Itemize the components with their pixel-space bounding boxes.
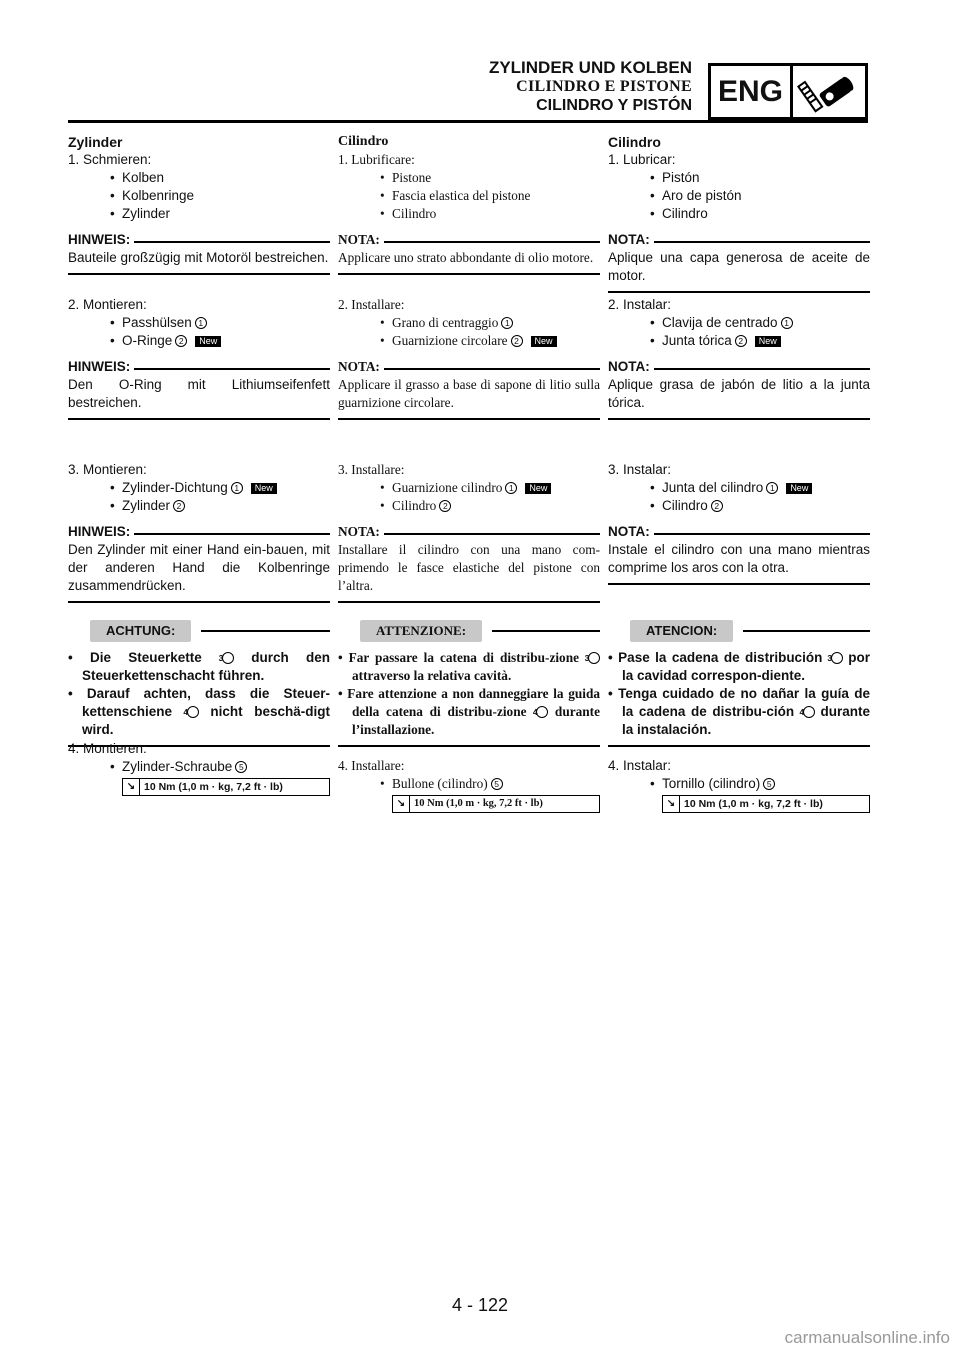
section-titles: [489, 58, 692, 115]
chapter-badge: [708, 63, 868, 120]
note-rule: [608, 418, 870, 420]
list-item: • Zylinder-Schraube 5: [122, 758, 330, 776]
warning-label: ACHTUNG:: [90, 620, 191, 642]
list-item: • Guarnizione cilindro 1 New: [392, 479, 600, 497]
torque-wrench-icon: ↘: [663, 796, 680, 812]
list-item: • Clavija de centrado 1: [662, 314, 870, 332]
lang-badge: ENG: [711, 66, 793, 117]
list-item: • Cilindro 2: [392, 497, 600, 515]
new-badge: New: [531, 336, 557, 347]
callout-2: 2: [439, 500, 451, 512]
install-section-3: [68, 461, 330, 603]
note-text: Bauteile großzügig mit Motoröl bestreichen.: [68, 250, 329, 265]
torque-wrench-icon: ↘: [393, 796, 410, 812]
install-section-4: [338, 757, 600, 813]
note-rule: [68, 273, 330, 275]
page-number: 4 - 122: [451, 1295, 509, 1315]
note-text: Aplique grasa de jabón de litio a la junta tórica.: [608, 377, 870, 410]
list-item: • Bullone (cilindro) 5: [392, 775, 600, 793]
section-heading: Cilindro: [608, 134, 661, 150]
callout-5: 5: [763, 778, 775, 790]
list-item: • Passhülsen 1: [122, 314, 330, 332]
torque-spec: ↘ 10 Nm (1,0 m · kg, 7,2 ft · lb): [662, 795, 870, 813]
callout-1: 1: [766, 482, 778, 494]
list-item: • O-Ringe 2 New: [122, 332, 330, 350]
list-item: • Zylinder: [110, 206, 171, 221]
note-text: Den O-Ring mit Lithiumseifenfett bestreichen.: [68, 377, 330, 410]
list-item: • Zylinder-Dichtung 1 New: [122, 479, 330, 497]
step-4: 4. Installare:: [338, 758, 405, 773]
note-header: NOTA:: [608, 358, 870, 376]
step-2: 2. Montieren:: [68, 297, 147, 312]
warning-header: [68, 621, 330, 641]
section-heading: Cilindro: [338, 134, 389, 149]
header-rule: [68, 120, 868, 123]
page-header: [0, 0, 960, 130]
note-header: NOTA:: [608, 523, 870, 541]
callout-5: 5: [235, 761, 247, 773]
list-item: • Kolbenringe: [110, 188, 195, 203]
list-item: • Guarnizione circolare 2 New: [392, 332, 600, 350]
new-badge: New: [786, 483, 812, 494]
list-item: • Zylinder 2: [122, 497, 330, 515]
list-item: • Tornillo (cilindro) 5: [662, 775, 870, 793]
engine-tool-icon: [793, 66, 865, 117]
watermark: carmanualsonline.info: [784, 1328, 950, 1347]
list-item: • Pistón: [650, 170, 700, 185]
step-4: 4. Montieren:: [68, 741, 147, 756]
note-text: Applicare uno strato abbondante di olio motore.: [338, 250, 594, 265]
list-item: • Kolben: [110, 170, 165, 185]
title-spanish: CILINDRO Y PISTÓN: [536, 97, 692, 114]
step-2: 2. Installare:: [338, 297, 405, 312]
list-item: • Grano di centraggio 1: [392, 314, 600, 332]
new-badge: New: [195, 336, 221, 347]
list-item: • Cilindro: [650, 206, 708, 221]
note-header: HINWEIS:: [68, 358, 330, 376]
title-german: ZYLINDER UND KOLBEN: [488, 58, 692, 77]
list-item: • Pistone: [380, 170, 432, 185]
install-section-2: [608, 296, 870, 420]
warning-label: ATENCION:: [630, 620, 733, 642]
note-header: NOTA:: [338, 523, 600, 541]
note-header: NOTA:: [608, 231, 870, 249]
title-italian: CILINDRO E PISTONE: [516, 78, 692, 95]
note-rule: [608, 583, 870, 585]
note-rule: [338, 601, 600, 603]
warning-header: [338, 621, 600, 641]
note-header: NOTA:: [338, 358, 600, 376]
list-item: • Aro de pistón: [650, 188, 742, 203]
install-section-4: [608, 757, 870, 813]
warning-text: • Die Steuerkette 3 durch den Steuerkettenschacht führen. • Darauf achten, dass die Steuer-kettenschiene 4 nicht beschä-digt wird.: [68, 650, 330, 737]
torque-spec: ↘ 10 Nm (1,0 m · kg, 7,2 ft · lb): [392, 795, 600, 813]
note-text: Installare il cilindro con una mano com-primendo le fasce elastiche del pistone con l’altra.: [338, 542, 600, 593]
callout-1: 1: [195, 317, 207, 329]
lubricate-section: [68, 133, 330, 275]
note-text: Instale el cilindro con una mano mientras comprime los aros con la otra.: [608, 542, 870, 575]
step-2: 2. Instalar:: [608, 297, 672, 312]
torque-spec: ↘ 10 Nm (1,0 m · kg, 7,2 ft · lb): [122, 778, 330, 796]
callout-2: 2: [511, 335, 523, 347]
step-1: 1. Lubrificare:: [338, 152, 415, 167]
install-section-3: [608, 461, 870, 585]
warning-section: [338, 617, 600, 747]
warning-rule: [338, 745, 600, 747]
note-text: Den Zylinder mit einer Hand ein-bauen, mit der anderen Hand die Kolbenringe zusammendrücken.: [68, 542, 330, 593]
note-rule: [68, 601, 330, 603]
step-1: 1. Lubricar:: [608, 152, 676, 167]
warning-header: [608, 621, 870, 641]
note-rule: [68, 418, 330, 420]
list-item: • Fascia elastica del pistone: [380, 188, 531, 203]
note-header: HINWEIS:: [68, 231, 330, 249]
install-section-4: [68, 740, 330, 796]
note-rule: [608, 291, 870, 293]
callout-1: 1: [231, 482, 243, 494]
list-item: • Cilindro: [380, 206, 437, 221]
callout-5: 5: [491, 778, 503, 790]
new-badge: New: [251, 483, 277, 494]
list-item: • Junta tórica 2 New: [662, 332, 870, 350]
warning-text: • Pase la cadena de distribución 3 por la cavidad correspon-diente. • Tenga cuidado de no dañar la guía de la cadena de distribu-ción 4 durante la instalación.: [608, 650, 870, 737]
torque-wrench-icon: ↘: [123, 779, 140, 795]
note-rule: [338, 273, 600, 275]
new-badge: New: [525, 483, 551, 494]
warning-text: • Far passare la catena di distribu-zione 3 attraverso la relativa cavità. • Fare attenzione a non danneggiare la guida della catena di distribu-zione 4 durante l’installazione.: [338, 650, 600, 737]
callout-2: 2: [173, 500, 185, 512]
lubricate-section: [608, 133, 870, 293]
step-3: 3. Installare:: [338, 462, 405, 477]
note-header: HINWEIS:: [68, 523, 330, 541]
section-heading: Zylinder: [68, 134, 123, 150]
new-badge: New: [755, 336, 781, 347]
note-text: Applicare il grasso a base di sapone di litio sulla guarnizione circolare.: [338, 377, 600, 410]
warning-label: ATTENZIONE:: [360, 620, 482, 642]
callout-1: 1: [505, 482, 517, 494]
callout-2: 2: [735, 335, 747, 347]
step-3: 3. Instalar:: [608, 462, 672, 477]
callout-2: 2: [711, 500, 723, 512]
list-item: • Cilindro 2: [662, 497, 870, 515]
install-section-2: [68, 296, 330, 420]
warning-section: [608, 617, 870, 747]
lubricate-section: [338, 133, 600, 275]
callout-2: 2: [175, 335, 187, 347]
note-header: NOTA:: [338, 231, 600, 249]
step-4: 4. Instalar:: [608, 758, 672, 773]
note-text: Aplique una capa generosa de aceite de motor.: [608, 250, 870, 283]
warning-section: [68, 617, 330, 747]
step-1: 1. Schmieren:: [68, 152, 152, 167]
install-section-2: [338, 296, 600, 420]
warning-rule: [608, 745, 870, 747]
callout-1: 1: [501, 317, 513, 329]
list-item: • Junta del cilindro 1 New: [662, 479, 870, 497]
note-rule: [338, 418, 600, 420]
step-3: 3. Montieren:: [68, 462, 147, 477]
callout-1: 1: [781, 317, 793, 329]
install-section-3: [338, 461, 600, 603]
